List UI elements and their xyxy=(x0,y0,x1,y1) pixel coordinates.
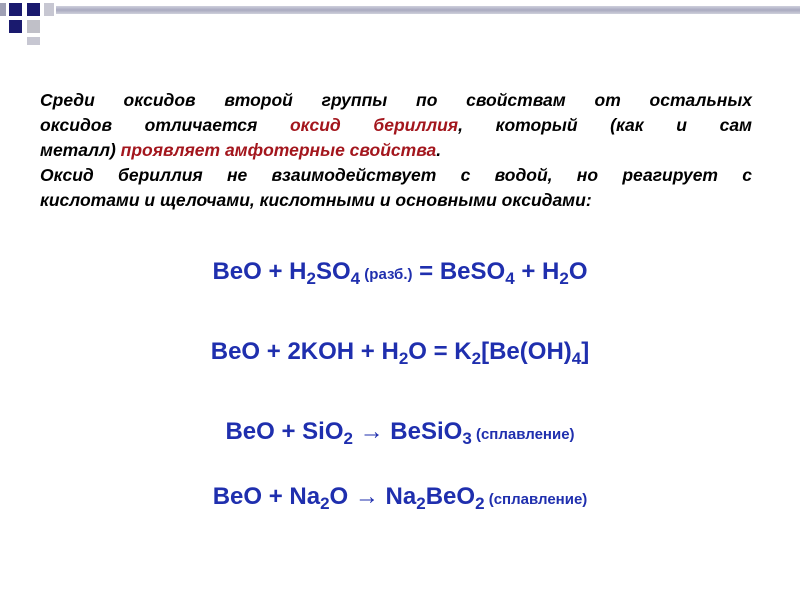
decor-square xyxy=(27,37,40,45)
text-run: оксидов отличается xyxy=(40,115,290,135)
equation-sulfuric-acid: BeO + $H_2SO_4$ (разб.) = BeSO$_4$ + $H_2O$ xyxy=(212,258,588,288)
text-line: Оксид бериллия не взаимодействует с водой, но реагирует с xyxy=(40,165,752,185)
text-line xyxy=(40,113,752,138)
decor-square xyxy=(0,3,6,16)
highlight-beryllium-oxide: оксид бериллия xyxy=(289,115,459,135)
equation-note: (сплавление) xyxy=(484,491,588,508)
text-line xyxy=(40,138,752,163)
equation-na2o: BeO + $Na_2O \to Na_2BeO_2$ (сплавление) xyxy=(212,483,588,513)
decor-square xyxy=(27,20,40,33)
decor-top-bar xyxy=(56,6,800,14)
text-run: металл) xyxy=(40,140,121,160)
equation-koh: BeO + $2KOH + H_2O = K_2[Be(OH)_4]$ xyxy=(210,338,590,368)
equation-sio2: BeO + SiO$_2$ → BeSiO$_3$ (сплавление) xyxy=(225,418,575,448)
text-run: , который (как и сам xyxy=(458,115,752,135)
decor-square xyxy=(9,20,22,33)
text-run: . xyxy=(436,140,442,160)
equation-note: (сплавление) xyxy=(471,426,575,443)
intro-paragraph xyxy=(40,88,752,213)
text-line: кислотами и щелочами, кислотными и основными оксидами: xyxy=(40,190,592,210)
decor-square xyxy=(44,3,54,16)
highlight-amphoteric: проявляет амфотерные свойства xyxy=(120,140,437,160)
decor-square xyxy=(27,3,40,16)
equation-note: (разб.) xyxy=(360,266,413,283)
decor-square xyxy=(9,3,22,16)
text-line: Среди оксидов второй группы по свойствам от остальных xyxy=(40,90,752,110)
